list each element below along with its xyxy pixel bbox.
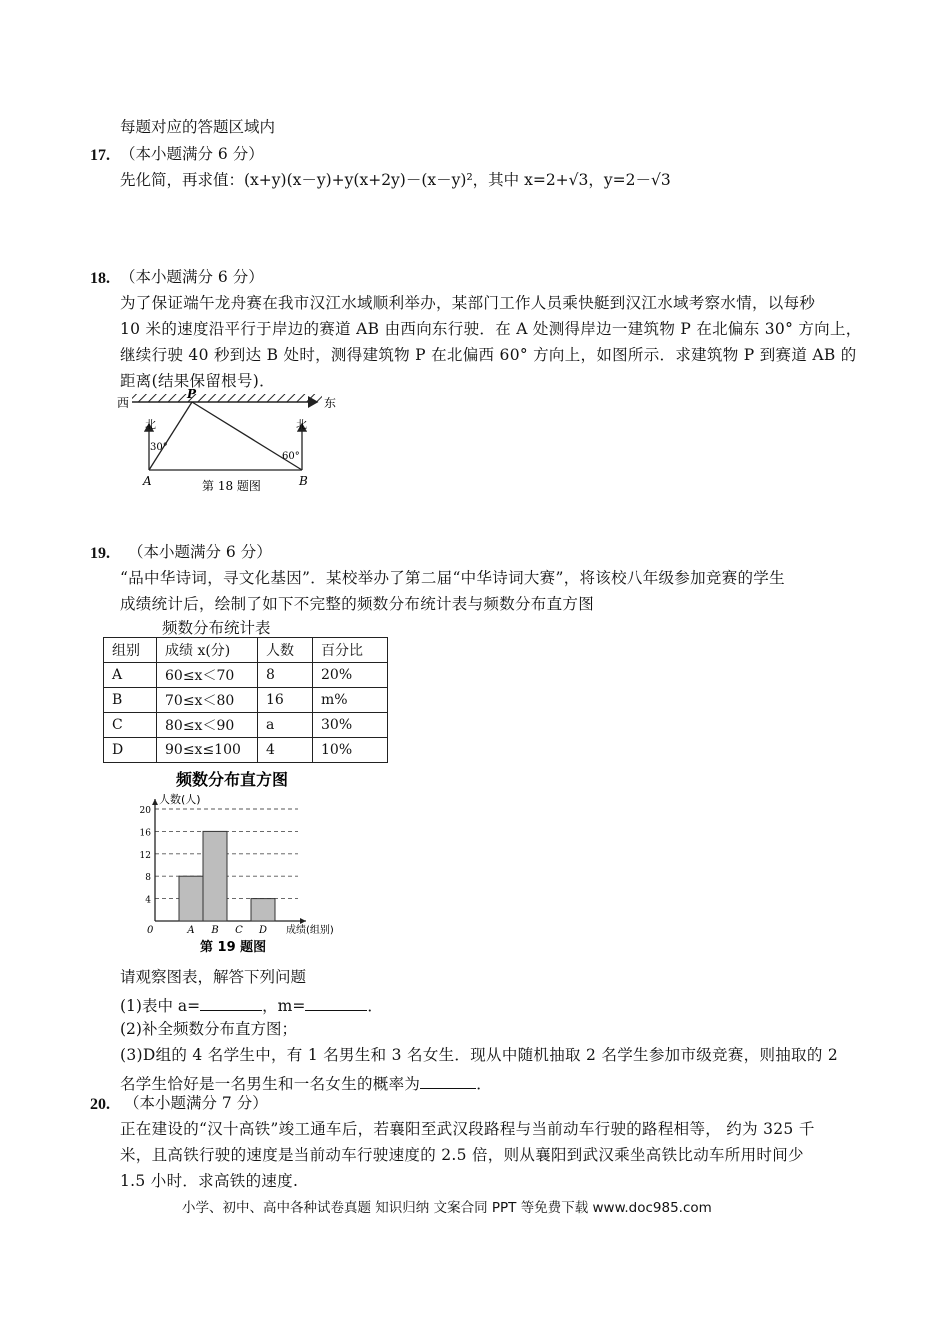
table-header-cell: 成绩 x(分)	[157, 638, 258, 663]
segment-ap	[149, 402, 192, 470]
q19-prompt: 请观察图表，解答下列问题	[120, 968, 307, 986]
q19-line-1: “品中华诗词，寻文化基因”．某校举办了第二届“中华诗词大赛”，将该校八年级参加竞赛的学生	[120, 569, 785, 587]
q18-line-4: 距离(结果保留根号)．	[120, 372, 275, 390]
table-cell: m%	[313, 688, 388, 713]
q19-sub3-line1: (3)D组的 4 名学生中，有 1 名男生和 3 名女生．现从中随机抽取 2 名学生参加市级竞赛，则抽取的 2	[120, 1046, 839, 1064]
q18-line-1: 为了保证端午龙舟赛在我市汉江水域顺利举办，某部门工作人员乘快艇到汉江水域考察水情，以每秒	[120, 294, 816, 312]
q19-sub3-line2	[120, 1074, 492, 1093]
point-p-label: P	[187, 388, 197, 401]
table-cell: 20%	[313, 663, 388, 688]
north-label-b: 北	[296, 418, 307, 431]
y-tick-label: 12	[139, 850, 151, 861]
q18-header: （本小题满分 6 分）	[120, 268, 264, 286]
table-cell: 8	[258, 663, 313, 688]
angle-60-label: 60°	[282, 451, 300, 462]
q18-line-2: 10 米的速度沿平行于岸边的赛道 AB 由西向东行驶．在 A 处测得岸边一建筑物 P 在北偏东 30° 方向上，	[120, 320, 862, 338]
q19-sub2: (2)补全频数分布直方图；	[120, 1020, 297, 1038]
q19-sub3-text: 名学生恰好是一名男生和一名女生的概率为	[120, 1075, 421, 1093]
q17-number: 17.	[90, 147, 110, 164]
west-label: 西	[117, 396, 130, 410]
table-row	[104, 713, 388, 738]
chart-origin: 0	[147, 925, 154, 936]
chart-caption: 第 19 题图	[200, 940, 267, 955]
y-tick-label: 8	[145, 873, 151, 884]
q18-number: 18.	[90, 270, 110, 287]
y-tick-label: 20	[139, 806, 151, 816]
table-header-cell: 组别	[104, 638, 157, 663]
x-tick-label: D	[258, 925, 268, 936]
q19-number: 19.	[90, 545, 110, 562]
table-cell: a	[258, 713, 313, 738]
q20-line-1: 正在建设的“汉十高铁”竣工通车后，若襄阳至武汉段路程与当前动车行驶的路程相等， 约为 325 千	[120, 1120, 815, 1138]
table-cell: 10%	[313, 738, 388, 763]
angle-30-label: 30°	[150, 442, 168, 453]
table-cell: 60≤x＜70	[157, 663, 258, 688]
q20-number: 20.	[90, 1096, 110, 1113]
table-cell: 80≤x＜90	[157, 713, 258, 738]
table-cell: D	[104, 738, 157, 763]
x-tick-label: C	[235, 925, 243, 936]
q18-figure-caption: 第 18 题图	[202, 479, 261, 493]
point-a-label: A	[143, 474, 152, 488]
table-cell: C	[104, 713, 157, 738]
table-header-cell: 百分比	[313, 638, 388, 663]
answer-blank-m[interactable]	[305, 996, 367, 1011]
x-tick-label: A	[187, 925, 195, 936]
q19-sub1	[120, 996, 383, 1015]
table-cell: 70≤x＜80	[157, 688, 258, 713]
frequency-table	[103, 637, 388, 763]
table-row	[104, 738, 388, 763]
page-footer: 小学、初中、高中各种试卷真题 知识归纳 文案合同 PPT 等免费下载 www.doc985.com	[182, 1200, 712, 1216]
q17-text: 先化简，再求值：(x+y)(x－y)+y(x+2y)－(x－y)²，其中 x=2+√3，y=2－√3	[120, 171, 671, 189]
table-title: 频数分布统计表	[162, 619, 271, 637]
histogram-chart	[120, 765, 350, 965]
table-cell: A	[104, 663, 157, 688]
q18-line-3: 继续行驶 40 秒到达 B 处时，测得建筑物 P 在北偏西 60° 方向上，如图所示．求建筑物 P 到赛道 AB 的	[120, 346, 857, 364]
histogram-bar	[251, 899, 275, 921]
chart-ylabel: 人数(人)	[159, 793, 201, 806]
x-tick-label: B	[211, 925, 219, 936]
q20-line-3: 1.5 小时．求高铁的速度.	[120, 1172, 299, 1190]
y-axis-arrow	[152, 799, 158, 805]
intro-text: 每题对应的答题区域内	[120, 118, 276, 136]
bank-hatch	[132, 394, 322, 402]
chart-xlabel: 成绩(组别)	[286, 925, 334, 936]
q19-sub3-end: ．	[476, 1075, 493, 1093]
table-cell: 16	[258, 688, 313, 713]
q20-line-2: 米，且高铁行驶的速度是当前动车行驶速度的 2.5 倍，则从襄阳到武汉乘坐高铁比动车所用时间少	[120, 1146, 804, 1164]
q19-sub1-m-label: ，m=	[262, 997, 306, 1015]
q20-header: （本小题满分 7 分）	[124, 1094, 268, 1112]
histogram-bar	[203, 831, 227, 921]
point-b-label: B	[299, 474, 308, 488]
table-header-cell: 人数	[258, 638, 313, 663]
q19-line-2: 成绩统计后，绘制了如下不完整的频数分布统计表与频数分布直方图	[120, 595, 595, 613]
table-cell: B	[104, 688, 157, 713]
y-tick-label: 16	[139, 828, 151, 839]
q18-figure	[112, 388, 342, 498]
table-row	[104, 663, 388, 688]
x-axis-arrow	[300, 918, 306, 924]
east-label: 东	[324, 396, 337, 410]
q17-header: （本小题满分 6 分）	[120, 145, 264, 163]
table-cell: 4	[258, 738, 313, 763]
answer-blank-probability[interactable]	[420, 1074, 476, 1089]
q19-header: （本小题满分 6 分）	[128, 543, 272, 561]
y-tick-label: 4	[145, 895, 151, 906]
table-cell: 90≤x≤100	[157, 738, 258, 763]
histogram-bar	[179, 876, 203, 921]
q19-sub1-a-label: (1)表中 a=	[120, 997, 201, 1015]
answer-blank-a[interactable]	[200, 996, 262, 1011]
table-header-row	[104, 638, 388, 663]
chart-title: 频数分布直方图	[176, 770, 289, 789]
table-row	[104, 688, 388, 713]
north-label-a: 北	[145, 418, 156, 431]
q19-sub1-end: ．	[367, 997, 383, 1015]
table-cell: 30%	[313, 713, 388, 738]
